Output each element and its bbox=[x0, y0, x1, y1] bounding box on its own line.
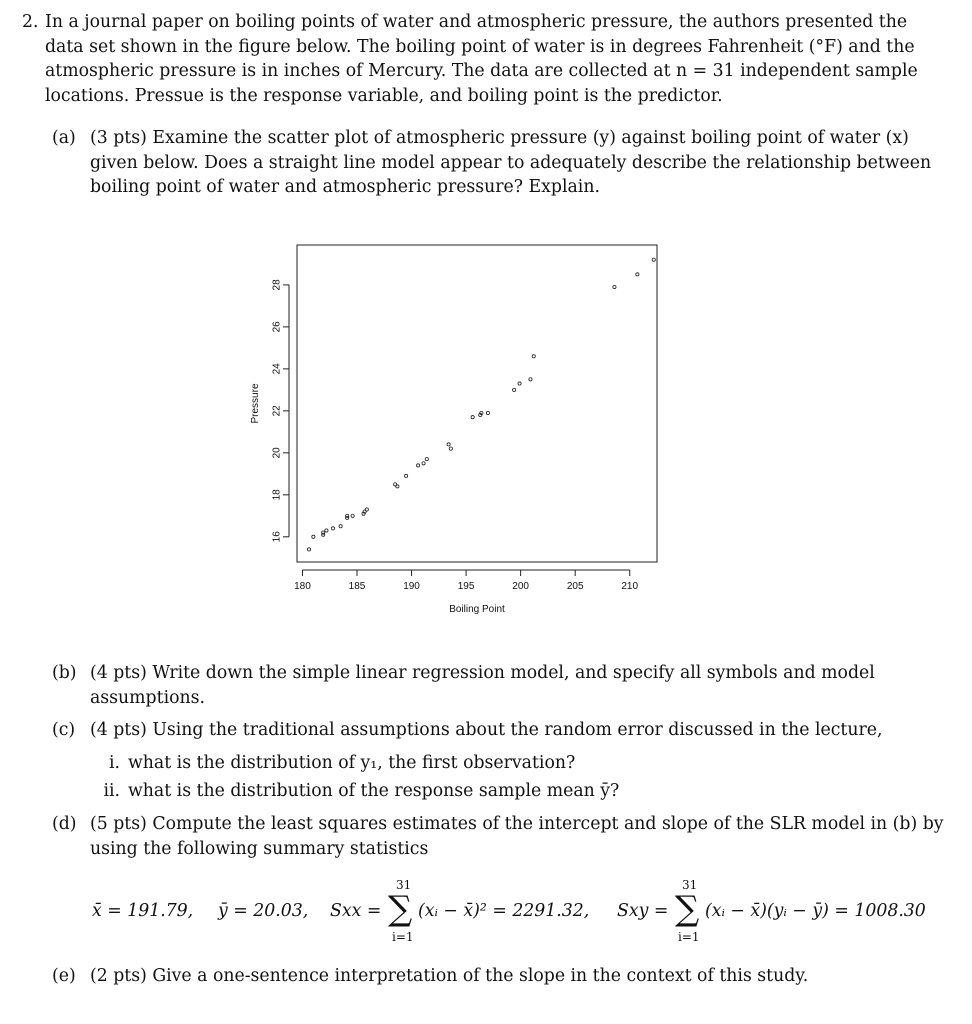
y-tick-label: 18 bbox=[271, 489, 283, 501]
data-point bbox=[325, 529, 328, 532]
ybar-value: ȳ = 20.03, bbox=[218, 901, 309, 921]
scatter-plot-svg bbox=[240, 236, 680, 626]
data-point bbox=[307, 548, 310, 551]
data-point bbox=[365, 508, 368, 511]
data-point bbox=[351, 514, 354, 517]
sxx-lower-limit: i=1 bbox=[392, 930, 414, 944]
data-point bbox=[339, 525, 342, 528]
sxy-sigma: ∑ bbox=[675, 889, 700, 929]
part-d-label: (d) bbox=[52, 814, 77, 834]
x-tick-label: 180 bbox=[294, 581, 311, 592]
data-point bbox=[416, 464, 419, 467]
part-c-ii-label: ii. bbox=[103, 781, 120, 801]
part-e-label: (e) bbox=[52, 966, 76, 986]
sxy-sum: (xᵢ − x̄)(yᵢ − ȳ) = 1008.30 bbox=[705, 901, 926, 921]
part-c-i-label: i. bbox=[108, 753, 120, 773]
part-c-label: (c) bbox=[52, 720, 76, 740]
x-tick-label: 200 bbox=[512, 581, 529, 592]
data-point bbox=[331, 527, 334, 530]
part-c-i-text: what is the distribution of y₁, the first observation? bbox=[128, 753, 576, 773]
y-tick-label: 28 bbox=[271, 279, 283, 291]
sxx-sum: (xᵢ − x̄)² = 2291.32, bbox=[418, 901, 590, 921]
x-tick-label: 210 bbox=[621, 581, 639, 592]
data-point bbox=[486, 411, 489, 414]
data-point bbox=[396, 485, 399, 488]
sxy-upper-limit: 31 bbox=[682, 878, 698, 892]
data-point bbox=[471, 416, 474, 419]
sxx-sigma: ∑ bbox=[388, 889, 413, 929]
part-c-text: (4 pts) Using the traditional assumptions about the random error discussed in the lecture, bbox=[90, 720, 883, 740]
x-tick-label: 195 bbox=[457, 581, 475, 592]
part-d-text: (5 pts) Compute the least squares estimates of the intercept and slope of the SLR model in (b) by using the following summary statistics bbox=[90, 814, 944, 859]
x-tick-label: 190 bbox=[403, 581, 420, 592]
x-axis-label: Boiling Point bbox=[449, 604, 505, 615]
data-point bbox=[613, 285, 616, 288]
y-tick-label: 24 bbox=[271, 363, 283, 375]
part-a-text: (3 pts) Examine the scatter plot of atmospheric pressure (y) against boiling point of water (x) given below. Does a straight line model appear to adequately describe the relationship between boiling point of water and atmospheric pressure? Explain. bbox=[90, 128, 932, 197]
data-point bbox=[447, 443, 450, 446]
data-point bbox=[512, 388, 515, 391]
part-c-i bbox=[108, 751, 928, 775]
part-e-text: (2 pts) Give a one-sentence interpretation of the slope in the context of this study. bbox=[90, 966, 809, 986]
data-point bbox=[425, 458, 428, 461]
part-b-label: (b) bbox=[52, 663, 77, 683]
sxy-lhs: Sxy = bbox=[617, 901, 669, 921]
plot-frame bbox=[297, 245, 657, 562]
question-number: 2. bbox=[22, 12, 39, 32]
part-d bbox=[52, 812, 952, 862]
sxx-lhs: Sxx = bbox=[330, 901, 382, 921]
y-tick-label: 20 bbox=[271, 447, 283, 459]
data-point bbox=[422, 462, 425, 465]
y-tick-label: 26 bbox=[271, 321, 283, 333]
data-point bbox=[312, 535, 315, 538]
data-point bbox=[518, 382, 521, 385]
xbar-value: x̄ = 191.79, bbox=[92, 901, 194, 921]
part-c bbox=[52, 718, 952, 744]
data-point bbox=[404, 474, 407, 477]
y-tick-label: 22 bbox=[271, 405, 283, 417]
data-point bbox=[636, 273, 639, 276]
x-tick-label: 205 bbox=[566, 581, 584, 592]
y-tick-label: 16 bbox=[271, 531, 283, 543]
data-point bbox=[346, 516, 349, 519]
part-e bbox=[52, 964, 952, 990]
question-intro: In a journal paper on boiling points of water and atmospheric pressure, the authors presented the data set shown in the figure below. The boiling point of water is in degrees Fahrenheit (°F) and the atmospheric pressure is in inches of Mercury. The data are collected at n = 31 independent sample locations. Pressue is the response variable, and boiling point is the predictor. bbox=[45, 12, 918, 106]
part-a-label: (a) bbox=[52, 128, 76, 148]
scatter-plot bbox=[240, 236, 680, 626]
sxy-lower-limit: i=1 bbox=[678, 930, 700, 944]
data-point bbox=[652, 258, 655, 261]
data-point bbox=[322, 531, 325, 534]
data-point bbox=[529, 378, 532, 381]
part-a bbox=[52, 126, 952, 206]
summary-statistics-equation bbox=[0, 876, 972, 946]
part-c-ii-text: what is the distribution of the response sample mean ȳ? bbox=[128, 781, 620, 801]
sxx-upper-limit: 31 bbox=[396, 878, 412, 892]
part-b bbox=[52, 661, 952, 711]
data-point bbox=[449, 447, 452, 450]
part-b-text: (4 pts) Write down the simple linear regression model, and specify all symbols and model assumptions. bbox=[90, 663, 875, 708]
x-tick-label: 185 bbox=[348, 581, 366, 592]
y-axis-label: Pressure bbox=[250, 383, 261, 424]
part-c-ii bbox=[103, 779, 928, 803]
data-point bbox=[532, 355, 535, 358]
